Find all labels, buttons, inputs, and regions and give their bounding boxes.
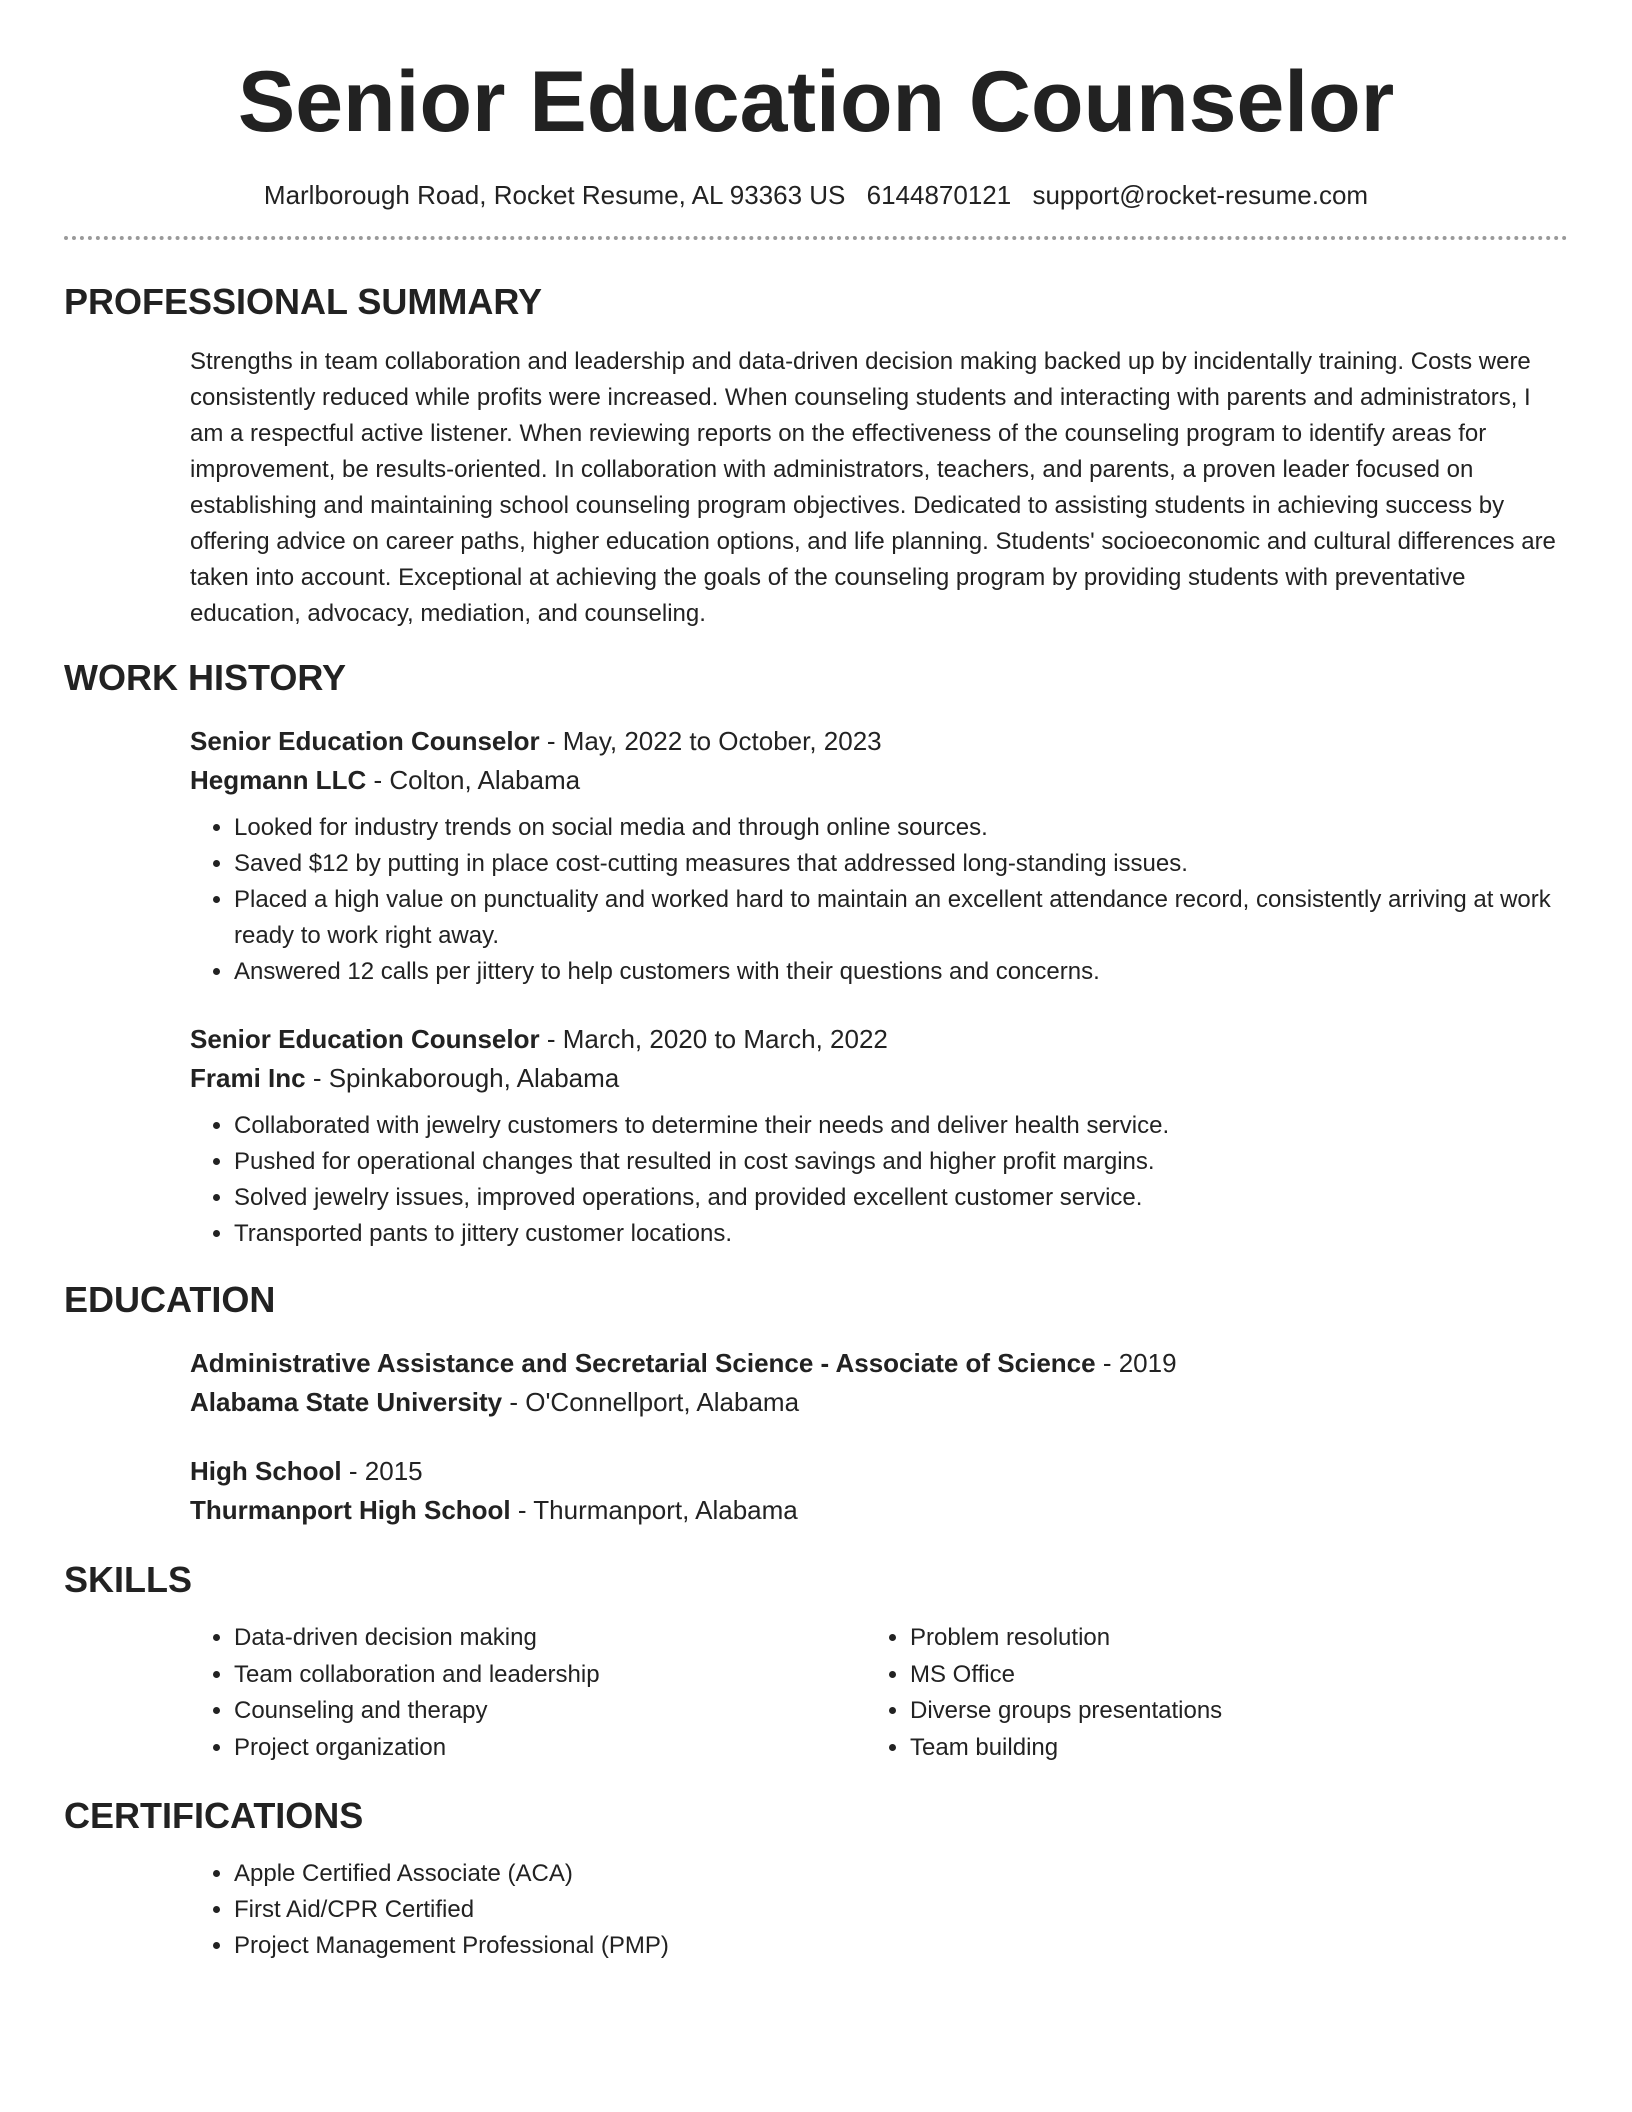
job-company-line <box>190 1059 1568 1098</box>
job-bullet: • Pushed for operational changes that resulted in cost savings and higher profit margins. <box>234 1144 1568 1180</box>
job-bullet: • Collaborated with jewelry customers to determine their needs and deliver health service. <box>234 1108 1568 1144</box>
education-location: - Thurmanport, Alabama <box>510 1495 798 1525</box>
contact-email: support@rocket-resume.com <box>1032 180 1369 210</box>
job-title-line <box>190 1020 1568 1059</box>
job-company: Frami Inc <box>190 1063 306 1093</box>
skill-item: • Team building <box>910 1730 1542 1767</box>
education-school-line <box>190 1383 1568 1422</box>
skill-item: • MS Office <box>910 1657 1542 1694</box>
certification-item: • First Aid/CPR Certified <box>234 1892 1568 1928</box>
skills-block <box>190 1620 1568 1766</box>
skill-item: • Team collaboration and leadership <box>234 1657 866 1694</box>
resume-page <box>64 0 1568 1964</box>
education-degree: High School <box>190 1456 342 1486</box>
education-year: - 2019 <box>1095 1348 1177 1378</box>
job-dates: - March, 2020 to March, 2022 <box>539 1024 888 1054</box>
skills-grid <box>190 1620 1568 1766</box>
job-entry <box>190 1020 1568 1252</box>
section-title-work-history: WORK HISTORY <box>64 657 347 698</box>
resume-name: Senior Education Counselor <box>237 54 1395 150</box>
education-degree: Administrative Assistance and Secretarial Science - Associate of Science <box>190 1348 1096 1378</box>
job-bullets <box>190 810 1568 990</box>
skills-column-right <box>866 1620 1542 1766</box>
contact-phone: 6144870121 <box>866 180 1012 210</box>
job-dates: - May, 2022 to October, 2023 <box>539 726 882 756</box>
contact-line <box>64 178 1568 212</box>
work-history-list <box>190 722 1568 1252</box>
skill-item: • Diverse groups presentations <box>910 1693 1542 1730</box>
header-divider <box>64 236 1568 240</box>
skill-item: • Data-driven decision making <box>234 1620 866 1657</box>
section-title-education: EDUCATION <box>64 1279 276 1320</box>
certifications-list <box>190 1856 1568 1964</box>
summary-text: Strengths in team collaboration and leadership and data-driven decision making backed up by incidentally training. Costs were consistently reduced while profits were increased. When counseling students and interacting with parents and administrators, I am a respectful active listener. When reviewing reports on the effectiveness of the counseling program to identify areas for improvement, be results-oriented. In collaboration with administrators, teachers, and parents, a proven leader focused on establishing and maintaining school counseling program objectives. Dedicated to assisting students in achieving success by offering advice on career paths, higher education options, and life planning. Students' socioeconomic and cultural differences are taken into account. Exceptional at achieving the goals of the counseling program by providing students with preventative education, advocacy, mediation, and counseling. <box>190 348 1556 627</box>
skill-item: • Project organization <box>234 1730 866 1767</box>
skills-column-left <box>190 1620 866 1766</box>
education-entry <box>190 1452 1568 1530</box>
education-entry <box>190 1344 1568 1422</box>
job-company-line <box>190 761 1568 800</box>
job-bullet: • Answered 12 calls per jittery to help customers with their questions and concerns. <box>234 954 1568 990</box>
job-entry <box>190 722 1568 990</box>
education-degree-line <box>190 1344 1568 1383</box>
job-bullet: • Solved jewelry issues, improved operations, and provided excellent customer service. <box>234 1180 1568 1216</box>
contact-address: Marlborough Road, Rocket Resume, AL 93363 US <box>263 180 846 210</box>
job-bullet: • Transported pants to jittery customer locations. <box>234 1216 1568 1252</box>
education-degree-line <box>190 1452 1568 1491</box>
job-role: Senior Education Counselor <box>190 1024 540 1054</box>
job-location: - Colton, Alabama <box>366 765 581 795</box>
job-bullet: • Looked for industry trends on social media and through online sources. <box>234 810 1568 846</box>
certification-item: • Project Management Professional (PMP) <box>234 1928 1568 1964</box>
job-bullet: • Saved $12 by putting in place cost-cutting measures that addressed long-standing issues. <box>234 846 1568 882</box>
job-role: Senior Education Counselor <box>190 726 540 756</box>
job-company: Hegmann LLC <box>190 765 367 795</box>
job-location: - Spinkaborough, Alabama <box>305 1063 620 1093</box>
education-school: Thurmanport High School <box>190 1495 511 1525</box>
certification-item: • Apple Certified Associate (ACA) <box>234 1856 1568 1892</box>
certifications-block <box>190 1856 1568 1964</box>
education-year: - 2015 <box>341 1456 423 1486</box>
skill-item: • Counseling and therapy <box>234 1693 866 1730</box>
education-school-line <box>190 1491 1568 1530</box>
job-title-line <box>190 722 1568 761</box>
education-list <box>190 1344 1568 1530</box>
section-title-certifications: CERTIFICATIONS <box>64 1795 364 1836</box>
education-location: - O'Connellport, Alabama <box>502 1387 800 1417</box>
section-title-skills: SKILLS <box>64 1559 193 1600</box>
skill-item: • Problem resolution <box>910 1620 1542 1657</box>
education-school: Alabama State University <box>190 1387 503 1417</box>
job-bullets <box>190 1108 1568 1252</box>
section-title-summary: PROFESSIONAL SUMMARY <box>64 281 543 322</box>
job-bullet: • Placed a high value on punctuality and worked hard to maintain an excellent attendance record, consistently arriving at work ready to work right away. <box>234 882 1568 954</box>
